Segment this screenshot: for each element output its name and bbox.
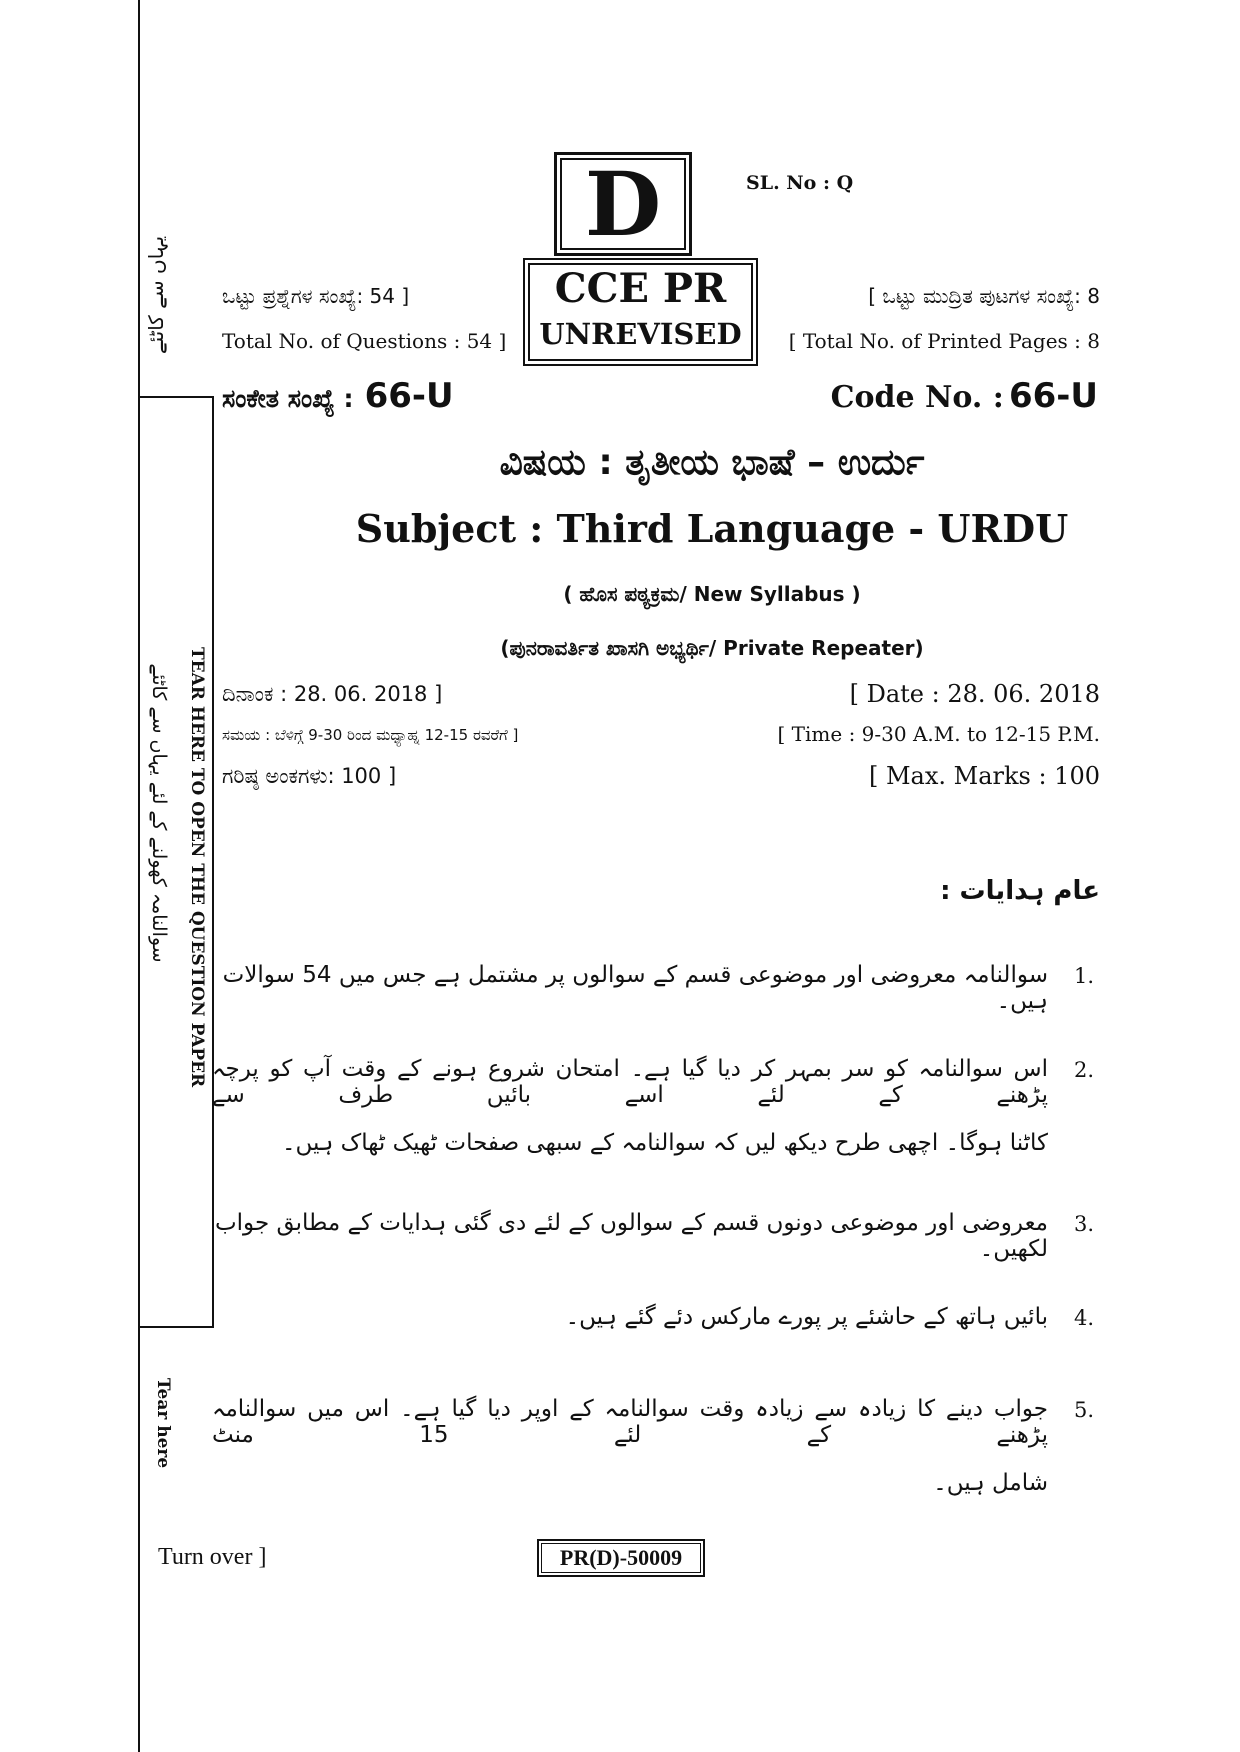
code-value-kn: 66-U bbox=[364, 376, 454, 416]
total-questions-kn: ಒಟ್ಟು ಪ್ರಶ್ನೆಗಳ ಸಂಖ್ಯೆ: 54 ] bbox=[222, 284, 410, 308]
code-label-kn: ಸಂಕೇತ ಸಂಖ್ಯೆ : bbox=[222, 384, 354, 413]
instruction-item-1 bbox=[212, 962, 1100, 1014]
exam-status: UNREVISED bbox=[539, 317, 742, 351]
instruction-number: 5. bbox=[1074, 1398, 1095, 1422]
instruction-number: 4. bbox=[1074, 1306, 1095, 1330]
instruction-item-3 bbox=[212, 1210, 1100, 1262]
date-en: [ Date : 28. 06. 2018 bbox=[849, 680, 1100, 708]
instruction-number: 2. bbox=[1074, 1058, 1095, 1082]
instruction-text-continued: کاٹنا ہوگا۔ اچھی طرح دیکھ لیں کہ سوالنامہ کے سبھی صفحات ٹھیک ٹھاک ہیں۔ bbox=[281, 1130, 1048, 1156]
serial-number: SL. No : Q bbox=[746, 172, 854, 194]
exam-type-box bbox=[523, 258, 758, 366]
syllabus: ( ಹೊಸ ಪಠ್ಯಕ್ರಮ/ New Syllabus ) bbox=[563, 582, 861, 606]
instruction-text: سوالنامہ معروضی اور موضوعی قسم کے سوالوں پر مشتمل ہے جس میں 54 سوالات ہیں۔ bbox=[222, 962, 1048, 1014]
tear-here-instruction-urdu: سوالنامہ کھولنے کے لئے یہاں سے کاٹئے bbox=[148, 663, 170, 963]
instruction-item-2 bbox=[212, 1056, 1100, 1156]
time-kn: ಸಮಯ : ಬೆಳಿಗ್ಗೆ 9-30 ರಿಂದ ಮಧ್ಯಾಹ್ನ 12-15 ರವರೆಗೆ ] bbox=[222, 726, 519, 744]
code-label-en: Code No. : bbox=[830, 380, 1004, 415]
instruction-text: اس سوالنامہ کو سر بمہر کر دیا گیا ہے۔ امتحان شروع ہونے کے وقت آپ کو پرچہ پڑھنے کے لئے اسے بائیں طرف سے bbox=[212, 1056, 1048, 1108]
total-pages-en: [ Total No. of Printed Pages : 8 bbox=[788, 329, 1100, 353]
instruction-number: 3. bbox=[1074, 1212, 1095, 1236]
turn-over: Turn over ] bbox=[158, 1544, 267, 1570]
tear-here-label: Tear here bbox=[153, 1377, 173, 1469]
instruction-text-continued: شامل ہیں۔ bbox=[933, 1470, 1048, 1496]
subject-kn: ವಿಷಯ : ತೃತೀಯ ಭಾಷೆ – ಉರ್ದು bbox=[499, 442, 925, 483]
instruction-item-4 bbox=[212, 1304, 1100, 1330]
tear-here-instruction: TEAR HERE TO OPEN THE QUESTION PAPER bbox=[187, 647, 207, 1088]
instruction-text: بائیں ہاتھ کے حاشئے پر پورے مارکس دئے گئے ہیں۔ bbox=[565, 1304, 1048, 1330]
total-questions-en: Total No. of Questions : 54 ] bbox=[222, 329, 507, 353]
max-marks-en: [ Max. Marks : 100 bbox=[868, 762, 1100, 790]
code-number-kn bbox=[222, 376, 454, 416]
instruction-item-5 bbox=[212, 1396, 1100, 1496]
instruction-text: جواب دینے کا زیادہ سے زیادہ وقت سوالنامہ کے اوپر دیا گیا ہے۔ اس میں سوالنامہ پڑھنے کے لئے 15 منٹ bbox=[212, 1396, 1049, 1448]
paper-code: PR(D)-50009 bbox=[537, 1539, 705, 1577]
instructions-heading: عام ہدایات : bbox=[940, 876, 1100, 906]
date-kn: ದಿನಾಂಕ : 28. 06. 2018 ] bbox=[222, 682, 443, 706]
instruction-number: 1. bbox=[1074, 964, 1095, 988]
exam-type: CCE PR bbox=[554, 265, 727, 312]
margin-cut-here-urdu: یہاں سے کاٹئے bbox=[144, 235, 168, 355]
max-marks-kn: ಗರಿಷ್ಠ ಅಂಕಗಳು: 100 ] bbox=[222, 764, 397, 788]
version-letter-box: D bbox=[554, 152, 692, 256]
code-number-en bbox=[831, 376, 1098, 416]
candidate-type: (ಪುನರಾವರ್ತಿತ ಖಾಸಗಿ ಅಭ್ಯರ್ಥಿ/ Private Repeater) bbox=[500, 636, 924, 660]
time-en: [ Time : 9-30 A.M. to 12-15 P.M. bbox=[777, 722, 1100, 746]
instruction-text: معروضی اور موضوعی دونوں قسم کے سوالوں کے لئے دی گئی ہدایات کے مطابق جواب لکھیں۔ bbox=[215, 1210, 1048, 1262]
total-pages-kn: [ ಒಟ್ಟು ಮುದ್ರಿತ ಪುಟಗಳ ಸಂಖ್ಯೆ: 8 bbox=[868, 284, 1100, 308]
code-value-en: 66-U bbox=[1008, 376, 1098, 416]
subject-en: Subject : Third Language - URDU bbox=[355, 506, 1069, 551]
